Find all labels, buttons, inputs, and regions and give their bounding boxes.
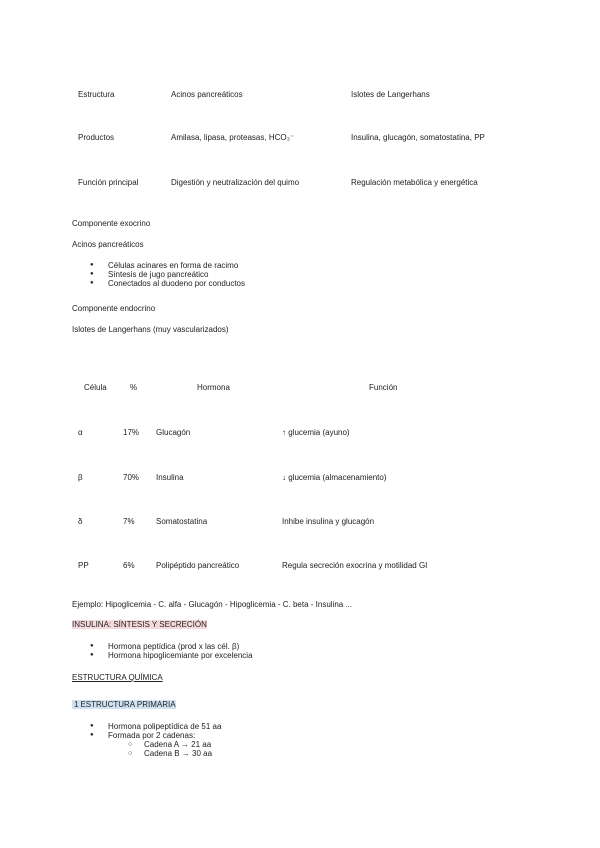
table2-header-pct: % xyxy=(130,383,138,392)
primary-sub-list xyxy=(128,740,212,758)
list-item: ● Síntesis de jugo pancreático xyxy=(90,270,245,279)
table2-row-1-cell: α xyxy=(78,428,83,437)
endocrine-heading: Componente endocrino xyxy=(72,304,156,313)
table2-row-1-hormone: Glucagón xyxy=(156,428,191,437)
primary-bullet-list xyxy=(90,722,221,740)
table2-row-3-function: Inhibe insulina y glucagón xyxy=(282,517,375,526)
primary-number: 1 xyxy=(74,700,79,709)
table1-row-1-endo: Islotes de Langerhans xyxy=(351,90,430,99)
table1-row-1-label: Estructura xyxy=(78,90,115,99)
table2-row-4-cell: PP xyxy=(78,561,89,570)
table2-row-4-function: Regula secreción exocrina y motilidad GI xyxy=(282,561,428,570)
table1-row-3-exo: Digestión y neutralización del quimo xyxy=(171,178,300,187)
endocrine-subheading: Islotes de Langerhans (muy vascularizados) xyxy=(72,325,229,334)
table2-row-1-pct: 17% xyxy=(123,428,140,437)
exocrine-bullet-list xyxy=(90,261,245,288)
table1-row-2-endo: Insulina, glucagón, somatostatina, PP xyxy=(351,133,485,142)
table2-row-2-pct: 70% xyxy=(123,473,140,482)
table1-row-3-endo: Regulación metabólica y energética xyxy=(351,178,478,187)
table2-header-function: Función xyxy=(369,383,398,392)
table1-row-2-exo: Amilasa, lipasa, proteasas, HCO₃⁻ xyxy=(171,133,295,142)
chem-heading: ESTRUCTURA QUÍMICA xyxy=(72,673,163,682)
list-item: ● Células acinares en forma de racimo xyxy=(90,261,245,270)
exocrine-subheading: Acinos pancreáticos xyxy=(72,240,144,249)
list-item: ● Hormona polipeptídica de 51 aa xyxy=(90,722,221,731)
insulin-heading-wrap xyxy=(72,620,207,629)
list-item: ● Conectados al duodeno por conductos xyxy=(90,279,245,288)
table1-row-1-exo: Acinos pancreáticos xyxy=(171,90,243,99)
table1-row-3-label: Función principal xyxy=(78,178,139,187)
table2-row-2-function: ↓ glucemia (almacenamiento) xyxy=(282,473,387,482)
list-item: ○ Cadena A → 21 aa xyxy=(128,740,212,749)
table2-row-4-pct: 6% xyxy=(123,561,135,570)
list-item: ○ Cadena B → 30 aa xyxy=(128,749,212,758)
list-item: ● Formada por 2 cadenas: xyxy=(90,731,221,740)
table2-row-3-pct: 7% xyxy=(123,517,135,526)
table2-header-hormone: Hormona xyxy=(197,383,230,392)
primary-heading: ESTRUCTURA PRIMARIA xyxy=(80,700,176,709)
table2-row-1-function: ↑ glucemia (ayuno) xyxy=(282,428,350,437)
example-text: Ejemplo: Hipoglicemia - C. alfa - Glucagón - Hipoglicemia - C. beta - Insulina ... xyxy=(72,600,353,609)
table2-row-2-hormone: Insulina xyxy=(156,473,184,482)
table2-row-3-cell: δ xyxy=(78,517,83,526)
table2-header-cell: Célula xyxy=(84,383,107,392)
insulin-heading: INSULINA: SÍNTESIS Y SECRECIÓN xyxy=(72,620,207,629)
table1-row-2-label: Productos xyxy=(78,133,115,142)
exocrine-heading: Componente exocrino xyxy=(72,219,151,228)
list-item: ● Hormona peptídica (prod x las cél. β) xyxy=(90,642,253,651)
table2-row-3-hormone: Somatostatina xyxy=(156,517,208,526)
table2-row-2-cell: β xyxy=(78,473,83,482)
list-item: ● Hormona hipoglicemiante por excelencia xyxy=(90,651,253,660)
table2-row-4-hormone: Polipéptido pancreático xyxy=(156,561,240,570)
insulin-bullet-list xyxy=(90,642,253,660)
primary-heading-wrap xyxy=(72,700,176,709)
